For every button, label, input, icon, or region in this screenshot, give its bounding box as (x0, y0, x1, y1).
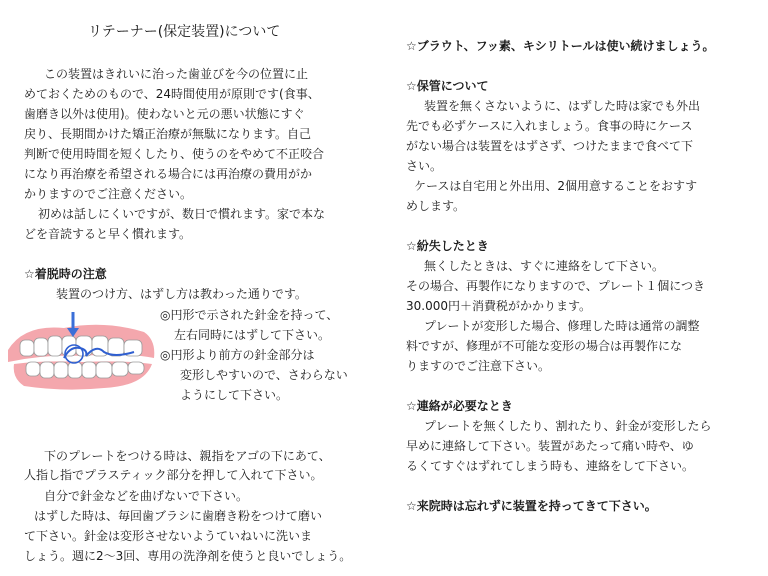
lost-line: 料ですが、修理が不可能な変形の場合は再製作にな (406, 339, 683, 353)
storage-line: がない場合は装置をはずさず、つけたままで食べて下 (406, 139, 694, 153)
storage-line: 先でも必ずケースに入れましょう。食事の時にケース (406, 119, 693, 133)
lost-line: 無くしたときは、すぐに連絡をして下さい。 (424, 259, 665, 273)
lower-line: はずした時は、毎回歯ブラシに歯磨き粉をつけて磨い (34, 509, 323, 523)
lost-line: その場合、再製作になりますので、プレート１個につき (406, 279, 706, 293)
attach-note: 変形しやすいので、さわらない (180, 368, 348, 382)
lost-line: プレートが変形した場合、修理した時は通常の調整 (424, 319, 700, 333)
attach-note: ◎円形より前方の針金部分は (160, 348, 315, 362)
contact-line: 早めに連絡して下さい。装置があたって痛い時や、ゆ (406, 439, 694, 453)
storage-line: さい。 (406, 159, 443, 173)
visit-heading: ☆来院時は忘れずに装置を持ってきて下さい。 (406, 499, 657, 513)
lower-line: 人指し指でプラスティック部分を押して入れて下さい。 (24, 468, 323, 482)
attach-note: ◎円形で示された針金を持って、 (160, 308, 339, 322)
storage-line: 装置を無くさないように、はずした時は家でも外出 (424, 99, 701, 113)
lower-line: て下さい。針金は変形させないようていねいに洗いま (24, 529, 313, 543)
contact-heading: ☆連絡が必要なとき (406, 399, 513, 413)
lower-line: 下のプレートをつける時は、親指をアゴの下にあて、 (44, 449, 331, 463)
lower-line: しょう。週に2〜3回、専用の洗浄剤を使うと良いでしょう。 (24, 549, 352, 563)
intro-line: になり再治療を希望される場合には再治療の費用がか (24, 167, 313, 181)
intro-line: 戻り、長期間かけた矯正治療が無駄になります。自己 (24, 127, 312, 141)
storage-line: ケースは自宅用と外出用、2個用意することをおすす (414, 179, 698, 193)
intro-line: 判断で使用時間を短くしたり、使うのをやめて不正咬合 (24, 147, 325, 161)
intro-line: かりますのでご注意ください。 (24, 187, 193, 201)
lost-price: 30.000円＋消費税がかかります。 (406, 299, 592, 313)
attach-note: 左右同時にはずして下さい。 (174, 328, 331, 342)
intro-line: どを音読すると早く慣れます。 (24, 227, 192, 241)
page-title: リテーナー(保定装置)について (88, 24, 281, 40)
attach-heading: ☆着脱時の注意 (24, 267, 107, 281)
lower-line: 自分で針金などを曲げないで下さい。 (44, 489, 249, 503)
contact-line: るくてすぐはずれてしまう時も、連絡をして下さい。 (406, 459, 695, 473)
attach-note: ようにして下さい。 (180, 388, 289, 402)
storage-heading: ☆保管について (406, 79, 489, 93)
intro-line: めておくためのもので、24時間使用が原則です(食事、 (24, 87, 320, 101)
down-arrow-icon (66, 312, 80, 338)
intro-line: この装置はきれいに治った歯並びを今の位置に止 (44, 67, 309, 81)
intro-line: 歯磨き以外は使用)。使わないと元の悪い状態にすぐ (24, 107, 305, 121)
fluoride-heading: ☆ブラウト、フッ素、キシリトールは使い続けましょう。 (406, 39, 715, 53)
intro-line: 初めは話しにくいですが、数日で慣れます。家で本な (38, 207, 326, 221)
attach-intro: 装置のつけ方、はずし方は教わった通りです。 (56, 287, 307, 301)
teeth-retainer-illustration (4, 306, 162, 394)
lost-line: りますのでご注意下さい。 (406, 359, 551, 373)
storage-line: めします。 (406, 199, 466, 213)
contact-line: プレートを無くしたり、割れたり、針金が変形したら (424, 419, 712, 433)
lost-heading: ☆紛失したとき (406, 239, 489, 253)
